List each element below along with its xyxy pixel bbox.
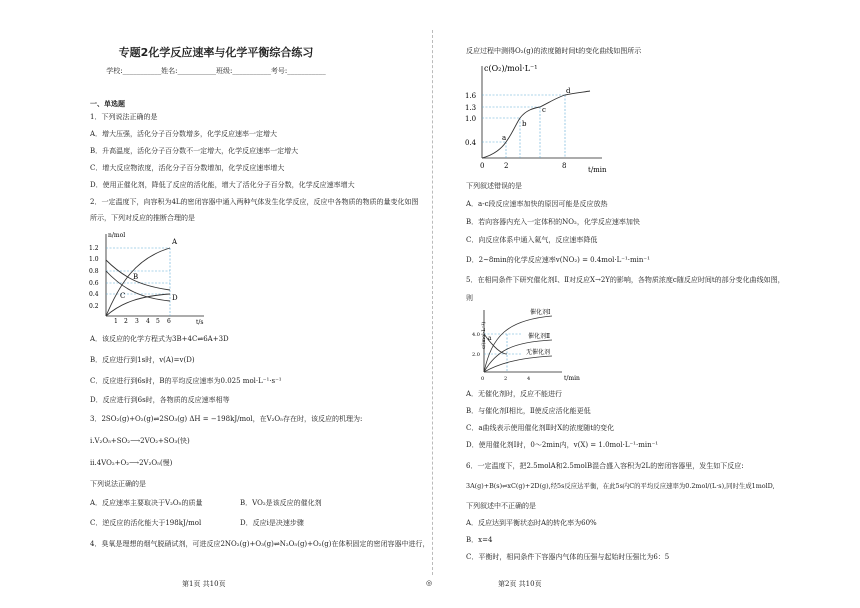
q4-point-d: d [566, 87, 571, 95]
q2-ytick-1: 1.0 [89, 256, 99, 263]
q2-label-d: D [172, 294, 178, 302]
q6-option-c: C．平衡时，相同条件下容器内气体的压强与起始时压强比为6：5 [466, 553, 670, 561]
q5-ylabel: c/(mol·L⁻¹) [481, 321, 487, 349]
q2-ylabel: n/mol [108, 232, 126, 239]
q4-option-b: B．若向容器内充入一定体积的NO₂，化学反应速率加快 [466, 218, 640, 226]
q2-stem: 2．一定温度下，向容积为4L的密闭容器中通入两种气体发生化学反应，反应中各物质的物质的量变化如图 [90, 198, 419, 206]
footer-page-left: 第1页 共10页 [182, 580, 226, 588]
q2-label-b: B [133, 273, 139, 281]
q4-point-b: b [522, 120, 527, 128]
q2-option-d: D．反应进行到6s时，各物质的反应速率相等 [90, 396, 230, 404]
q3-option-a: A．反应速率主要取决于V₂O₅的质量 [90, 499, 203, 507]
q5-xtick-2: 4 [527, 376, 531, 382]
q2-xlabel: t/s [196, 319, 204, 326]
q2-option-c: C．反应进行到6s时，B的平均反应速率为0.025 mol·L⁻¹·s⁻¹ [90, 377, 282, 385]
q1-option-b: B．升高温度，活化分子百分数不一定增大，化学反应速率一定增大 [90, 147, 299, 155]
q2-stem-cont: 所示，下列对反应的推断合理的是 [90, 214, 195, 222]
q6-ask: 下列叙述中不正确的是 [466, 502, 536, 510]
q4-xlabel: t/min [588, 166, 607, 174]
section-heading: 一、单选题 [90, 99, 125, 108]
q4-ytick-1: 1.3 [465, 104, 477, 112]
q2-curve-d [106, 294, 170, 316]
q5-option-b: B．与催化剂Ⅰ相比，Ⅱ使反应活化能更低 [466, 407, 591, 415]
q3-option-c: C．逆反应的活化能大于198kJ/mol [90, 519, 202, 527]
q5-option-d: D．使用催化剂Ⅰ时，0～2min内，v(X) = 1.0mol·L⁻¹·min⁻¹ [466, 441, 659, 449]
q2-option-a: A．该反应的化学方程式为3B+4C⇌6A+3D [90, 335, 229, 343]
q4-option-d: D．2~8min的化学反应速率v(NO₂) = 0.4mol·L⁻¹·min⁻¹ [466, 256, 650, 264]
q5-chart [462, 306, 592, 384]
q4-option-a: A．a-c段反应速率加快的原因可能是反应放热 [466, 200, 608, 208]
q5-ytick-0: 4.0 [472, 332, 480, 338]
q4-xtick-1: 2 [504, 162, 509, 170]
q3-step-2: ii.4VO₂+O₂⟶2V₂O₅(慢) [90, 459, 173, 467]
q5-stem: 5．在相同条件下研究催化剂Ⅰ、Ⅱ对反应X→2Y的影响，各物质浓度c随反应时间t的部分变化曲线如图， [466, 276, 785, 284]
q5-curve-cat1 [484, 316, 552, 372]
q6-equation: 3A(g)+B(s)⇌xC(g)+2D(g),经5s反应达平衡，在此5s内C的平均反应速率为0.2mol/(L·s),同时生成1molD, [466, 482, 775, 490]
q5-point-a: a [488, 335, 492, 342]
q6-option-b: B．x=4 [466, 536, 493, 544]
q2-ytick-2: 0.8 [89, 268, 99, 275]
q4-chart [460, 60, 610, 176]
q4-xtick-0: 0 [480, 162, 485, 170]
q5-label-nocat: 无催化剂 [526, 349, 551, 356]
q5-label-cat2: 催化剂Ⅱ [528, 333, 551, 340]
q1-option-c: C．增大反应物浓度，活化分子百分数增加，化学反应速率增大 [90, 164, 285, 172]
q2-ytick-0: 1.2 [89, 245, 99, 252]
q6-stem: 6．一定温度下，把2.5molA和2.5molB混合盛入容积为2L的密闭容器里，发生如下反应: [466, 462, 744, 470]
q4-ytick-0: 1.6 [465, 92, 477, 100]
q5-xlabel: t/min [564, 375, 580, 382]
q2-xtick-3: 4 [146, 318, 150, 325]
q1-option-a: A．增大压强，活化分子百分数增多，化学反应速率一定增大 [90, 130, 278, 138]
q4-ylabel: c(O₂)/mol·L⁻¹ [484, 64, 538, 73]
q2-xtick-0: 1 [114, 318, 118, 325]
q4-ask: 下列叙述错误的是 [466, 182, 522, 190]
q5-stem-cont: 则 [466, 294, 473, 302]
page-title: 专题2化学反应速率与化学平衡综合练习 [118, 46, 314, 59]
q4-curve [482, 91, 590, 158]
q4-option-c: C．向反应体系中通入氦气，反应速率降低 [466, 236, 598, 244]
q4-ytick-3: 0.4 [465, 139, 477, 147]
q2-ytick-3: 0.6 [89, 280, 99, 287]
footer-divider-mark: ◎ [426, 579, 433, 587]
q3-option-b: B．VO₂是该反应的催化剂 [240, 499, 322, 507]
q3-ask: 下列说法正确的是 [90, 480, 146, 488]
q5-xtick-0: 0 [481, 376, 485, 382]
q2-xtick-4: 5 [156, 318, 160, 325]
q2-label-c: C [120, 292, 126, 300]
q2-option-b: B．反应进行到1s时，v(A)=v(D) [90, 356, 195, 364]
q4-stem: 4．臭氧是理想的烟气脱硝试剂，可进反应2NO₂(g)+O₃(g)⇌N₂O₅(g)+O₂(g)在体积固定的密闭容器中进行， [90, 540, 430, 548]
q2-xtick-5: 6 [167, 318, 171, 325]
q5-label-cat1: 催化剂Ⅰ [530, 309, 551, 316]
q3-option-d: D．反应i是决速步骤 [240, 519, 304, 527]
q5-ytick-1: 2.0 [472, 352, 480, 358]
q2-chart [86, 228, 216, 326]
q2-ytick-5: 0.2 [89, 303, 99, 310]
q4-stem-cont: 反应过程中测得O₂(g)的浓度随时间t的变化曲线如图所示 [466, 47, 642, 55]
q2-xtick-1: 2 [124, 318, 128, 325]
q4-point-c: c [542, 106, 546, 114]
q1-stem: 1．下列说法正确的是 [90, 113, 158, 121]
q2-label-a: A [172, 238, 178, 246]
student-info-fields: 学校:___________姓名:___________班级:___________考号:___________ [106, 67, 326, 75]
q5-option-c: C．a曲线表示使用催化剂Ⅱ时X的浓度随t的变化 [466, 424, 615, 432]
q2-xtick-2: 3 [135, 318, 139, 325]
q3-step-1: i.V₂O₅+SO₂⟶2VO₂+SO₃(快) [90, 437, 190, 445]
q3-stem: 3．2SO₂(g)+O₂(g)⇌2SO₃(g) ΔH = −198kJ/mol，在V₂O₅存在时，该反应的机理为: [90, 415, 363, 423]
q1-option-d: D．使用正催化剂，降低了反应的活化能，增大了活化分子百分数，化学反应速率增大 [90, 181, 355, 189]
q5-xtick-1: 2 [504, 376, 508, 382]
footer-page-right: 第2页 共10页 [498, 580, 542, 588]
q2-ytick-4: 0.4 [89, 291, 99, 298]
q4-ytick-2: 1.0 [465, 115, 477, 123]
right-page [432, 0, 860, 608]
q4-point-a: a [502, 134, 507, 142]
q4-xtick-2: 8 [562, 162, 567, 170]
q5-option-a: A．无催化剂时，反应不能进行 [466, 390, 563, 398]
q6-option-a: A．反应达到平衡状态时A的转化率为60% [466, 519, 597, 527]
